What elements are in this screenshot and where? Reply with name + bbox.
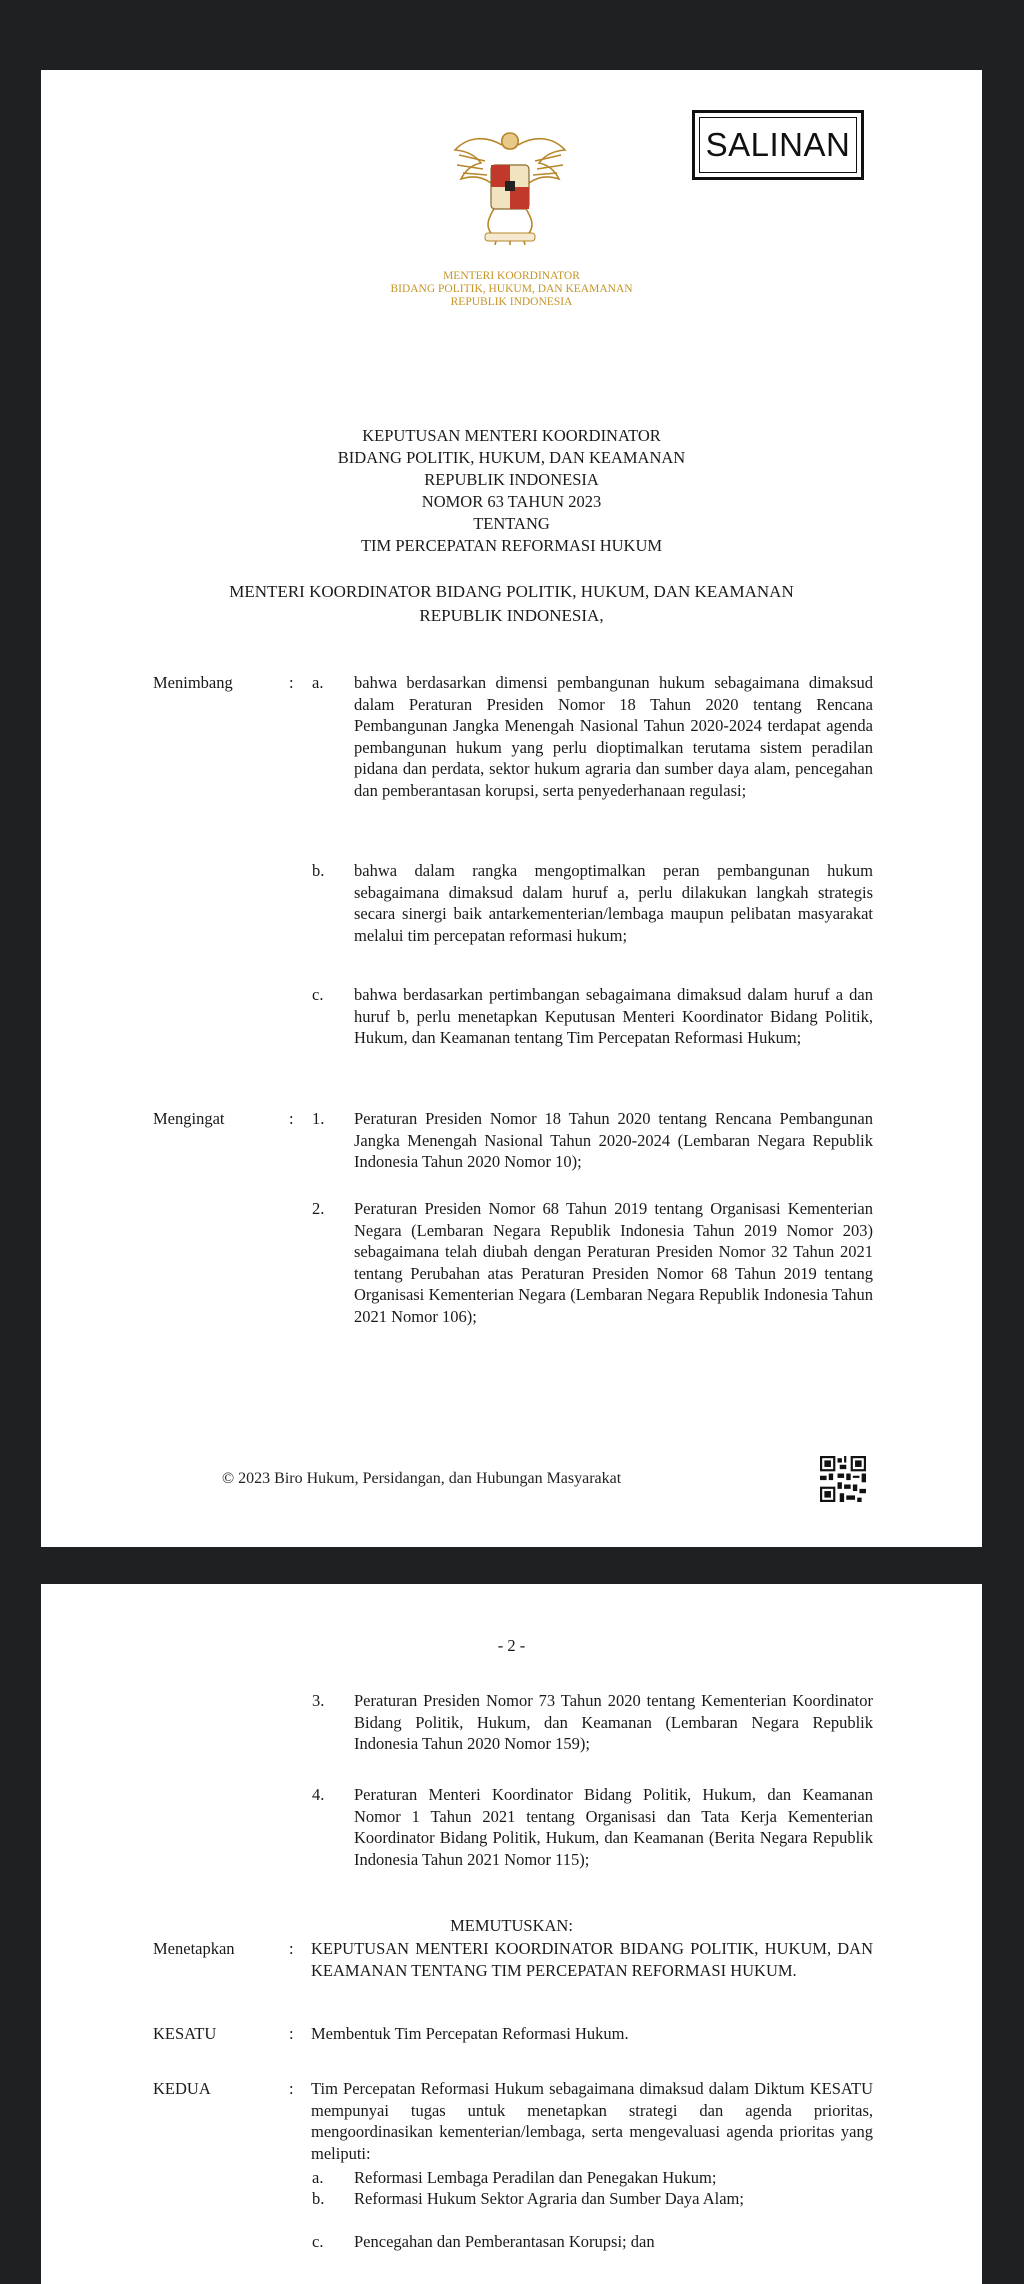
colon: : bbox=[289, 673, 294, 692]
item-marker: c. bbox=[312, 985, 324, 1004]
kedua-text: Tim Percepatan Reformasi Hukum sebagaimana dimaksud dalam Diktum KESATU mempunyai tugas untuk menetapkan strategi dan agenda prioritas, mengoordinasikan kementerian/lembaga, serta mengevaluasi agenda prioritas yang meliputi: bbox=[311, 2079, 873, 2163]
item-marker: 3. bbox=[312, 1691, 325, 1710]
item-marker: a. bbox=[312, 2168, 324, 2187]
kesatu-label: KESATU bbox=[153, 2024, 217, 2043]
mengingat-item-2: Peraturan Presiden Nomor 68 Tahun 2019 tentang Organisasi Kementerian Negara (Lembaran Negara Republik Indonesia Tahun 2019 Nomor 203) sebagaimana telah diubah dengan Peraturan Presiden Nomor 32 Tahun 2021 tentang Perubahan atas Peraturan Presiden Nomor 68 Tahun 2019 tentang Organisasi Kementerian Negara (Lembaran Negara Republik Indonesia Tahun 2021 Nomor 106); bbox=[354, 1199, 873, 1326]
kedua-item-c: Pencegahan dan Pemberantasan Korupsi; dan bbox=[354, 2232, 655, 2251]
item-marker: b. bbox=[312, 2189, 325, 2208]
item-marker: 1. bbox=[312, 1109, 325, 1128]
mengingat-item-4: Peraturan Menteri Koordinator Bidang Politik, Hukum, dan Keamanan Nomor 1 Tahun 2021 tentang Organisasi dan Tata Kerja Kementerian Koordinator Bidang Politik, Hukum, dan Keamanan (Berita Negara Republik Indonesia Tahun 2021 Nomor 115); bbox=[354, 1785, 873, 1869]
copyright-footer: © 2023 Biro Hukum, Persidangan, dan Hubungan Masyarakat bbox=[222, 1470, 622, 1487]
page-number: - 2 - bbox=[497, 1636, 526, 1655]
document-page-2 bbox=[41, 1584, 982, 2284]
memutuskan-heading: MEMUTUSKAN: bbox=[450, 1916, 573, 1935]
kedua-label: KEDUA bbox=[153, 2079, 211, 2098]
kedua-item-a: Reformasi Lembaga Peradilan dan Penegakan Hukum; bbox=[354, 2168, 717, 2187]
minister-heading: MENTERI KOORDINATOR BIDANG POLITIK, HUKUM, DAN KEAMANAN REPUBLIK INDONESIA, bbox=[229, 582, 794, 625]
menimbang-item-c: bahwa berdasarkan pertimbangan sebagaimana dimaksud dalam huruf a dan huruf b, perlu menetapkan Keputusan Menteri Koordinator Bidang Politik, Hukum, dan Keamanan tentang Tim Percepatan Reformasi Hukum; bbox=[354, 985, 873, 1047]
menetapkan-text: KEPUTUSAN MENTERI KOORDINATOR BIDANG POLITIK, HUKUM, DAN KEAMANAN TENTANG TIM PERCEPATAN REFORMASI HUKUM. bbox=[311, 1939, 873, 1980]
document-page-1 bbox=[41, 70, 982, 1547]
menetapkan-label: Menetapkan bbox=[153, 1939, 235, 1958]
colon: : bbox=[289, 1109, 294, 1128]
decree-title: KEPUTUSAN MENTERI KOORDINATOR BIDANG POLITIK, HUKUM, DAN KEAMANAN REPUBLIK INDONESIA NOMOR 63 TAHUN 2023 TENTANG TIM PERCEPATAN REFORMASI HUKUM bbox=[337, 426, 686, 555]
item-marker: a. bbox=[312, 673, 324, 692]
colon: : bbox=[289, 2024, 294, 2043]
menimbang-label: Menimbang bbox=[153, 673, 233, 692]
ministry-header: MENTERI KOORDINATOR BIDANG POLITIK, HUKUM, DAN KEAMANAN REPUBLIK INDONESIA bbox=[390, 270, 633, 308]
mengingat-item-3: Peraturan Presiden Nomor 73 Tahun 2020 tentang Kementerian Koordinator Bidang Politik, Hukum, dan Keamanan (Lembaran Negara Republik Indonesia Tahun 2020 Nomor 159); bbox=[354, 1691, 873, 1753]
mengingat-label: Mengingat bbox=[153, 1109, 225, 1128]
item-marker: 4. bbox=[312, 1785, 325, 1804]
garuda-emblem-icon bbox=[445, 115, 575, 245]
item-marker: 2. bbox=[312, 1199, 325, 1218]
menimbang-item-a: bahwa berdasarkan dimensi pembangunan hukum sebagaimana dimaksud dalam Peraturan Presiden Nomor 18 Tahun 2020 tentang Rencana Pembangunan Jangka Menengah Nasional Tahun 2020-2024 terdapat agenda pembangunan hukum yang perlu dioptimalkan terutama sistem peradilan pidana dan perdata, sektor hukum agraria dan sumber daya alam, pencegahan dan pemberantasan korupsi, serta penyederhanaan regulasi; bbox=[354, 673, 873, 800]
colon: : bbox=[289, 1939, 294, 1958]
qr-code-icon bbox=[820, 1456, 866, 1502]
salinan-stamp: SALINAN bbox=[692, 110, 864, 180]
colon: : bbox=[289, 2079, 294, 2098]
item-marker: b. bbox=[312, 861, 325, 880]
mengingat-item-1: Peraturan Presiden Nomor 18 Tahun 2020 tentang Rencana Pembangunan Jangka Menengah Nasional Tahun 2020-2024 (Lembaran Negara Republik Indonesia Tahun 2020 Nomor 10); bbox=[354, 1109, 873, 1171]
kedua-item-b: Reformasi Hukum Sektor Agraria dan Sumber Daya Alam; bbox=[354, 2189, 744, 2208]
item-marker: c. bbox=[312, 2232, 324, 2251]
kesatu-text: Membentuk Tim Percepatan Reformasi Hukum. bbox=[311, 2024, 629, 2043]
menimbang-item-b: bahwa dalam rangka mengoptimalkan peran pembangunan hukum sebagaimana dimaksud dalam huruf a, perlu dilakukan langkah strategis secara sinergi baik antarkementerian/lembaga maupun pelibatan masyarakat melalui tim percepatan reformasi hukum; bbox=[354, 861, 873, 945]
